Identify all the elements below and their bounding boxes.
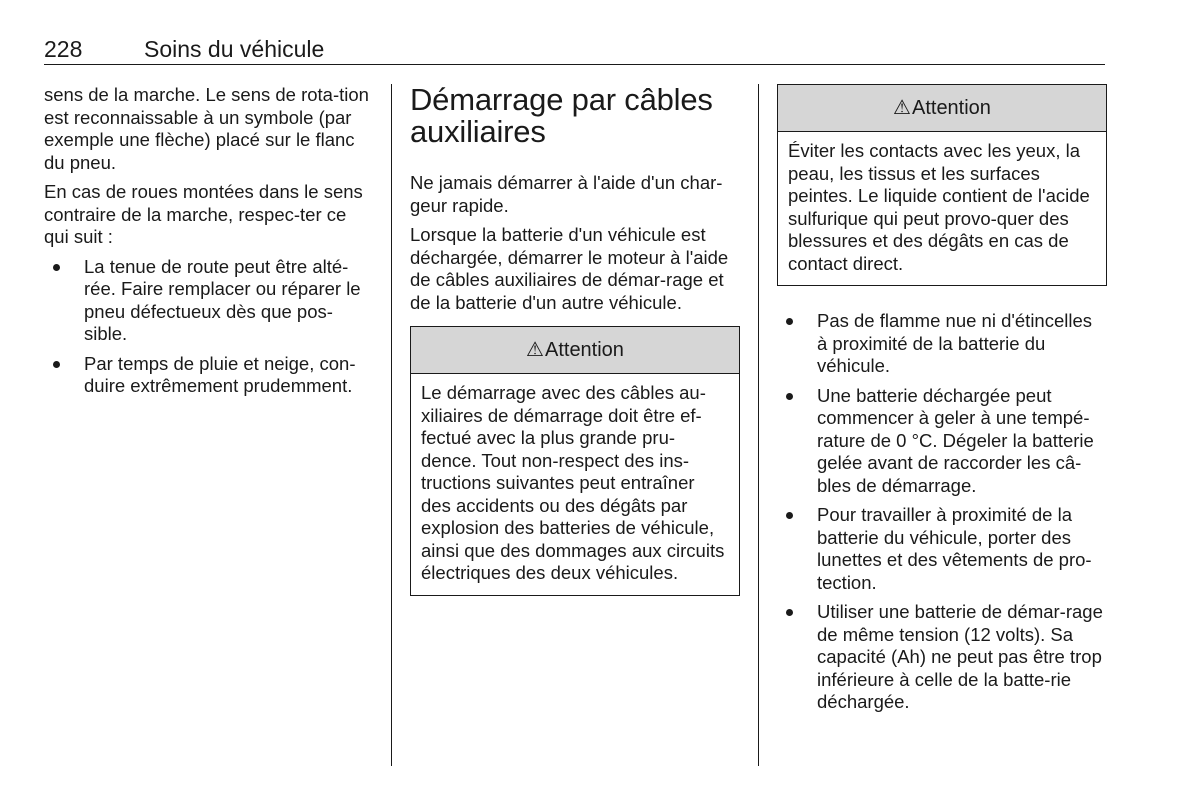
paragraph: sens de la marche. Le sens de rota-tion est reconnaissable à un symbole (par exemple une flèche) placé sur le flanc du pneu. (44, 84, 369, 173)
bullet-list (777, 310, 1107, 714)
column-left (44, 84, 374, 405)
bullet-icon (786, 512, 793, 519)
warning-text: Le démarrage avec des câbles au-xiliaires de démarrage doit être ef-fectué avec la plus grande pru-dence. Tout non-respect des ins-tructions suivantes peut entraîner des accidents ou des dégâts par explosion des batteries de véhicule, ainsi que des dommages aux circuits électriques des deux véhicules. (421, 382, 725, 583)
column-right (777, 84, 1107, 721)
warning-box (410, 326, 740, 596)
warning-box (777, 84, 1107, 286)
list-item-text: La tenue de route peut être alté-rée. Faire remplacer ou réparer le pneu défectueux dès que pos-sible. (84, 255, 361, 344)
list-item-text: Pas de flamme nue ni d'étincelles à proximité de la batterie du véhicule. (817, 310, 1093, 376)
bullet-icon (786, 609, 793, 616)
column-divider-left (391, 84, 392, 766)
bullet-icon (53, 264, 60, 271)
bullet-icon (786, 393, 793, 400)
list-item (777, 385, 1107, 498)
paragraph: Ne jamais démarrer à l'aide d'un char-geur rapide. (410, 172, 723, 216)
list-item-text: Pour travailler à proximité de la batterie du véhicule, porter des lunettes et des vêtements de pro-tection. (817, 504, 1092, 593)
list-item-text: Utiliser une batterie de démar-rage de même tension (12 volts). Sa capacité (Ah) ne peut pas être trop inférieure à celle de la batte-rie déchargée. (817, 601, 1103, 712)
warning-label: Attention (544, 338, 624, 361)
section-heading: Démarrage par câbles auxiliaires (410, 82, 713, 149)
list-item-text: Par temps de pluie et neige, con-duire extrêmement prudemment. (84, 352, 356, 396)
page-header (44, 34, 1105, 65)
warning-text: Éviter les contacts avec les yeux, la peau, les tissus et les surfaces peintes. Le liquide contient de l'acide sulfurique qui peut provo-quer des blessures et des dégâts en cas de contact direct. (788, 140, 1090, 274)
page-number: 228 (44, 36, 83, 62)
list-item (44, 256, 374, 346)
bullet-icon (786, 318, 793, 325)
list-item-text: Une batterie déchargée peut commencer à geler à une tempé-rature de 0 °C. Dégeler la batterie gelée avant de raccorder les câ-bles de démarrage. (817, 384, 1094, 496)
paragraph: Lorsque la batterie d'un véhicule est déchargée, démarrer le moteur à l'aide de câbles auxiliaires de démar-rage et de la batterie d'un autre véhicule. (410, 224, 729, 313)
warning-header (778, 85, 1106, 132)
bullet-icon (53, 361, 60, 368)
warning-label: Attention (911, 96, 991, 119)
list-item (777, 504, 1107, 594)
warning-triangle-icon: ⚠ (893, 96, 911, 119)
list-item (777, 601, 1107, 714)
bullet-list (44, 256, 374, 398)
warning-header (411, 327, 739, 374)
paragraph: En cas de roues montées dans le sens contraire de la marche, respec-ter ce qui suit : (44, 181, 363, 247)
section-title: Soins du véhicule (144, 36, 325, 62)
list-item (44, 353, 374, 398)
column-divider-right (758, 84, 759, 766)
warning-triangle-icon: ⚠ (526, 338, 544, 361)
column-middle (410, 84, 740, 614)
list-item (777, 310, 1107, 378)
